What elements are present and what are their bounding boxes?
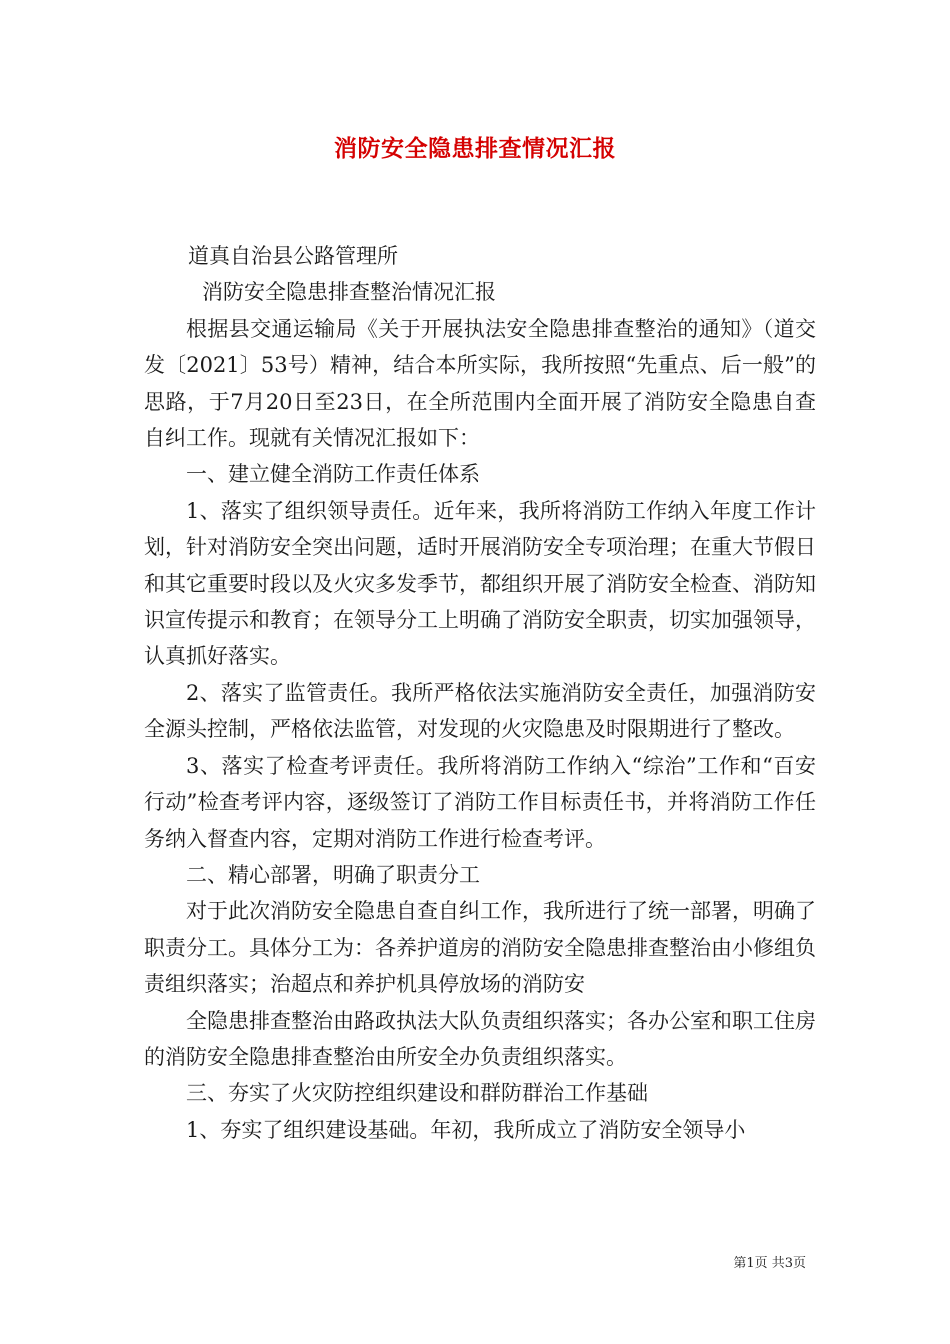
paragraph-organization: 道真自治县公路管理所 [188,244,398,268]
paragraph: 1、落实了组织领导责任。近年来，我所将消防工作纳入年度工作计划，针对消防安全突出问题，适时开展消防安全专项治理；在重大节假日和其它重要时段以及火灾多发季节，都组织开展了消防安全检查、消防知识宣传提示和教育；在领导分工上明确了消防安全职责，切实加强领导，认真抓好落实。 [144,498,816,669]
paragraph: 对于此次消防安全隐患自查自纠工作，我所进行了统一部署，明确了职责分工。具体分工为：各养护道房的消防安全隐患排查整治由小修组负责组织落实；治超点和养护机具停放场的消防安 [144,899,816,997]
paragraph: 3、落实了检查考评责任。我所将消防工作纳入“综治”工作和“百安行动”检查考评内容，逐级签订了消防工作目标责任书，并将消防工作任务纳入督查内容，定期对消防工作进行检查考评。 [144,753,816,851]
section-heading: 二、精心部署，明确了职责分工 [186,862,480,887]
paragraph: 2、落实了监管责任。我所严格依法实施消防安全责任，加强消防安全源头控制，严格依法监管，对发现的火灾隐患及时限期进行了整改。 [144,680,816,742]
section-heading: 三、夯实了火灾防控组织建设和群防群治工作基础 [186,1081,648,1106]
section-heading: 一、建立健全消防工作责任体系 [186,462,480,487]
paragraph: 1、夯实了组织建设基础。年初，我所成立了消防安全领导小 [186,1117,746,1142]
paragraph: 全隐患排查整治由路政执法大队负责组织落实；各办公室和职工住房的消防安全隐患排查整治由所安全办负责组织落实。 [144,1008,816,1069]
document-body [144,238,816,1148]
document-title: 消防安全隐患排查情况汇报 [334,135,616,162]
paragraph: 根据县交通运输局《关于开展执法安全隐患排查整治的通知》（道交发〔2021〕53号）精神，结合本所实际，我所按照“先重点、后一般”的思路，于7月20日至23日，在全所范围内全面开展了消防安全隐患自查自纠工作。现就有关情况汇报如下： [144,316,816,451]
paragraph-subtitle: 消防安全隐患排查整治情况汇报 [202,280,496,305]
page-number-footer: 第1页 共3页 [733,1256,806,1271]
